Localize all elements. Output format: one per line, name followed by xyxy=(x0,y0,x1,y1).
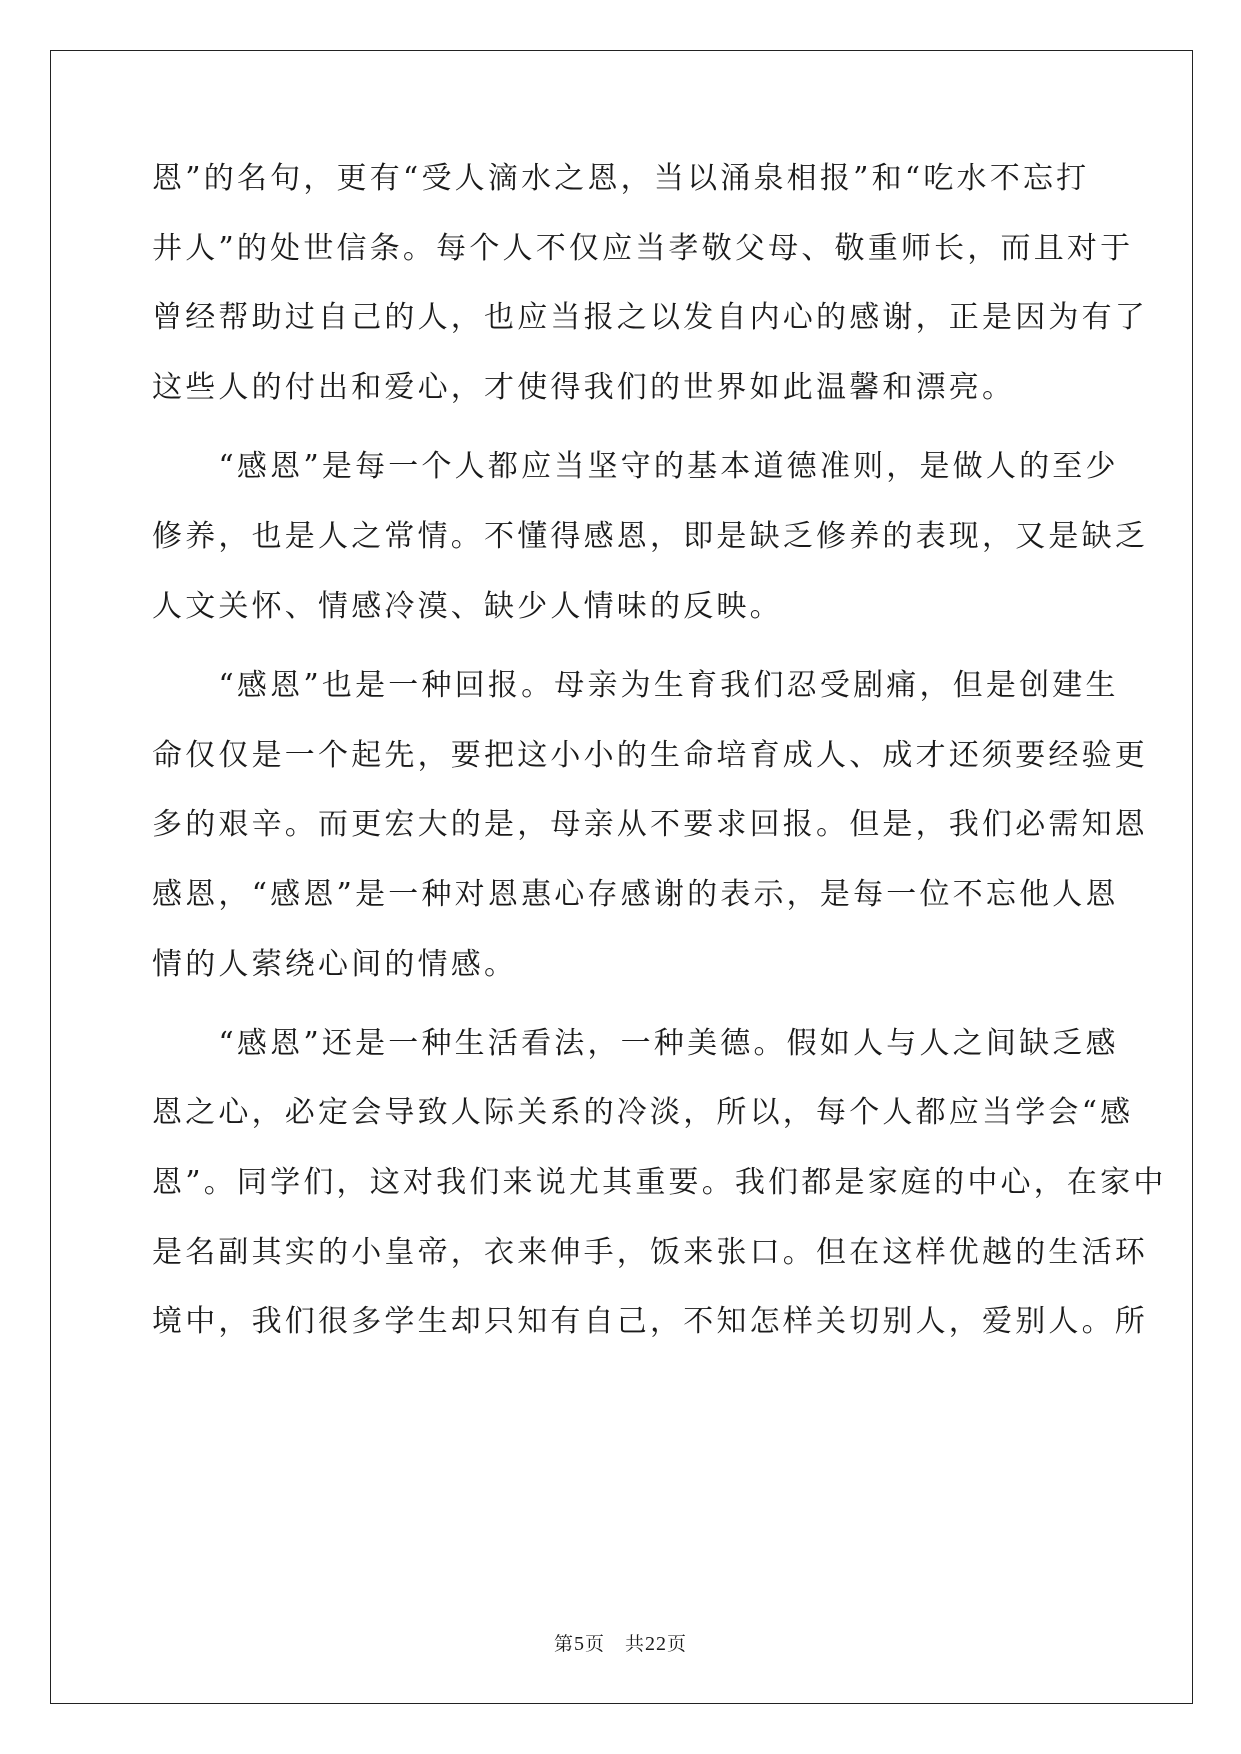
text-line: 人文关怀、情感冷漠、缺少人情味的反映。 xyxy=(152,589,783,624)
text-line: 恩”。同学们，这对我们来说尤其重要。我们都是家庭的中心，在家中 xyxy=(152,1165,1167,1200)
footer-page-current: 5 xyxy=(573,1633,585,1655)
footer-page-suffix: 页 xyxy=(667,1633,688,1655)
text-line: 多的艰辛。而更宏大的是，母亲从不要求回报。但是，我们必需知恩 xyxy=(152,807,1148,842)
footer-page-mid: 页 共 xyxy=(584,1633,645,1655)
page-footer xyxy=(0,1632,1241,1656)
text-line: 情的人萦绕心间的情感。 xyxy=(152,947,518,982)
text-line: “感恩”是每一个人都应当坚守的基本道德准则，是做人的至少 xyxy=(152,449,1119,484)
text-line: 恩”的名句，更有“受人滴水之恩，当以涌泉相报”和“吃水不忘打 xyxy=(152,161,1090,196)
text-line: 井人”的处世信条。每个人不仅应当孝敬父母、敬重师长，而且对于 xyxy=(152,231,1134,266)
footer-page-total: 22 xyxy=(645,1633,667,1655)
text-line: 是名副其实的小皇帝，衣来伸手，饭来张口。但在这样优越的生活环 xyxy=(152,1235,1148,1270)
text-line: 这些人的付出和爱心，才使得我们的世界如此温馨和漂亮。 xyxy=(152,370,1016,405)
text-line: 感恩，“感恩”是一种对恩惠心存感谢的表示，是每一位不忘他人恩 xyxy=(152,877,1119,912)
text-line: 恩之心，必定会导致人际关系的冷淡，所以，每个人都应当学会“感 xyxy=(152,1095,1134,1130)
text-line: 境中，我们很多学生却只知有自己，不知怎样关切别人，爱别人。所 xyxy=(152,1304,1148,1339)
text-line: 曾经帮助过自己的人，也应当报之以发自内心的感谢，正是因为有了 xyxy=(152,300,1148,335)
text-line: 命仅仅是一个起先，要把这小小的生命培育成人、成才还须要经验更 xyxy=(152,738,1148,773)
footer-page-prefix: 第 xyxy=(553,1633,574,1655)
text-line: “感恩”也是一种回报。母亲为生育我们忍受剧痛，但是创建生 xyxy=(152,668,1119,703)
text-line: “感恩”还是一种生活看法，一种美德。假如人与人之间缺乏感 xyxy=(152,1026,1119,1061)
text-line: 修养，也是人之常情。不懂得感恩，即是缺乏修养的表现，又是缺乏 xyxy=(152,519,1148,554)
